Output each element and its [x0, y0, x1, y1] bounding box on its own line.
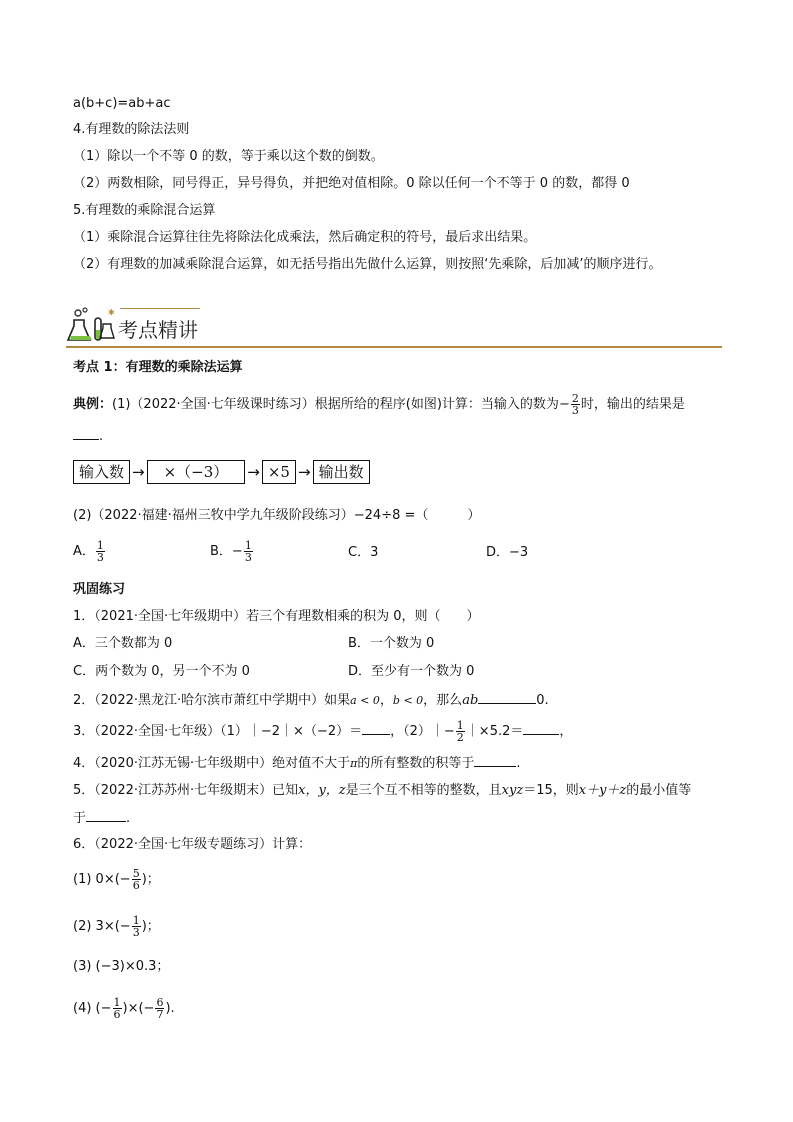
rule5-title: 5.有理数的乘除混合运算	[73, 203, 216, 218]
distributive-formula: a(b+c)=ab+ac	[73, 96, 171, 111]
variable-ab: ab	[462, 693, 479, 708]
sum-xyz: x＋y＋z	[578, 783, 627, 798]
q4-text: 4．（2020·江苏无锡·七年级期中）绝对值不大于	[73, 756, 351, 771]
practice-q6: 6．（2022·全国·七年级专题练习）计算：	[73, 837, 312, 852]
q6-4-pre: (4) (−	[73, 1001, 112, 1016]
fraction-five-sixths	[132, 868, 141, 891]
q6-part3: (3) (−3)×0.3；	[73, 959, 170, 974]
flask-logo-icon	[70, 306, 114, 346]
fraction-denominator: 2	[456, 731, 464, 744]
fraction-numerator: 1	[244, 539, 252, 552]
rule5-item2: （2）有理数的加减乘除混合运算，如无括号指出先做什么运算，则按照‘先乘除，后加减’的顺序进行。	[73, 257, 662, 272]
q4-text-post: 的所有整数的积等于	[357, 756, 475, 771]
fraction-one-third	[132, 915, 141, 938]
q6-2-end: )；	[141, 919, 160, 934]
fraction-denominator: 6	[132, 879, 140, 892]
q5-text-mid: 是三个互不相等的整数，且	[345, 783, 502, 798]
flow-arrow: →	[132, 463, 145, 481]
q5-line2-text: 于	[73, 811, 87, 826]
fraction-two-thirds	[571, 393, 580, 416]
fraction-numerator: 1	[113, 996, 121, 1009]
flow-multiply-5-box: ×5	[262, 460, 296, 484]
pi-symbol: π	[350, 757, 358, 770]
option-label: A．	[73, 544, 95, 559]
p1-option-b[interactable]: B．一个数为 0	[348, 636, 435, 651]
program-flow	[73, 460, 370, 484]
q3-end: ，	[559, 724, 573, 739]
answer-blank[interactable]	[523, 721, 559, 735]
rule5-item1: （1）乘除混合运算往往先将除法化成乘法，然后确定积的符号，最后求出结果。	[73, 230, 537, 245]
svg-text:✱: ✱	[108, 308, 115, 317]
q2-text: 2．（2022·黑龙江·哈尔滨市萧红中学期中）如果	[73, 693, 351, 708]
fraction-numerator: 6	[156, 996, 164, 1009]
fraction-denominator: 6	[113, 1008, 121, 1021]
condition-b: b < 0	[392, 694, 424, 707]
flow-arrow: →	[297, 463, 311, 481]
q5-eq: ＝15，则	[523, 783, 579, 798]
separator: ，	[379, 693, 393, 708]
flow-input-box: 输入数	[73, 460, 130, 484]
q6-4-end: ).	[165, 1001, 175, 1016]
rule4-item2: （2）两数相除，同号得正，异号得负，并把绝对值相除。0 除以任何一个不等于 0 的数，都得 0	[73, 176, 630, 191]
q4-end: .	[516, 756, 521, 771]
product-xyz: xyz	[501, 783, 524, 798]
option-fraction	[244, 540, 253, 563]
condition-a: a < 0	[350, 694, 380, 707]
answer-blank[interactable]	[474, 753, 516, 767]
fraction-numerator: 1	[96, 539, 104, 552]
header-thin-rule	[120, 308, 200, 309]
period: .	[99, 429, 104, 444]
q6-1-pre: (1) 0×(−	[73, 872, 131, 887]
example-q1-text: (1)（2022·全国·七年级课时练习）根据所给的程序(如图)计算：当输入的数为	[112, 397, 559, 412]
p1-option-d[interactable]: D．至少有一个数为 0	[348, 664, 475, 679]
minus-sign: −	[558, 397, 570, 412]
example-q1-answer-line	[73, 426, 103, 446]
example-label: 典例：	[73, 397, 113, 412]
option-label: B．	[210, 544, 232, 559]
example-q1-text-end: 时，输出的结果是	[580, 397, 685, 412]
q6-part1	[73, 868, 160, 891]
option-fraction	[96, 540, 105, 563]
q5-text: 5．（2022·江苏苏州·七年级期末）已知	[73, 783, 299, 798]
section-divider	[66, 346, 722, 348]
rule4-item1: （1）除以一个不等 0 的数，等于乘以这个数的倒数。	[73, 149, 384, 164]
q6-1-end: )；	[141, 872, 160, 887]
q3-text-after: ｜×5.2＝	[465, 724, 524, 739]
q2-option-d[interactable]: D．−3	[486, 545, 529, 560]
example-q1	[73, 393, 685, 416]
q3-text: 3．（2022·全国·七年级）（1）｜−2｜×（−2）＝	[73, 724, 363, 739]
practice-q5-line2	[73, 808, 130, 828]
q2-option-c[interactable]: C．3	[348, 545, 379, 560]
fraction-numerator: 5	[132, 867, 140, 880]
q2-end: 0.	[536, 693, 549, 708]
fraction-denominator: 3	[132, 926, 140, 939]
practice-q3	[73, 720, 572, 743]
fraction-denominator: 3	[244, 551, 252, 564]
answer-blank[interactable]	[86, 808, 126, 822]
p1-option-c[interactable]: C．两个数为 0，另一个不为 0	[73, 664, 250, 679]
practice-q1: 1．（2021·全国·七年级期中）若三个有理数相乘的积为 0，则（ ）	[73, 609, 480, 624]
fraction-numerator: 1	[132, 914, 140, 927]
fraction-denominator: 3	[571, 404, 579, 417]
variables-xyz: x，y，z	[298, 783, 346, 798]
minus-sign: −	[231, 544, 243, 559]
practice-title: 巩固练习	[73, 582, 126, 597]
flow-multiply-neg3-box: ×（−3）	[147, 460, 246, 484]
flow-arrow: →	[247, 463, 260, 481]
fraction-numerator: 1	[456, 719, 464, 732]
example-q2: (2)（2022·福建·福州三牧中学九年级阶段练习）−24÷8 =（ ）	[73, 508, 481, 523]
answer-blank[interactable]	[362, 721, 390, 735]
fraction-half	[456, 720, 465, 743]
fraction-six-sevenths	[155, 997, 164, 1020]
q6-2-pre: (2) 3×(−	[73, 919, 131, 934]
flow-output-box: 输出数	[313, 460, 370, 484]
practice-q2	[73, 690, 549, 710]
kaodian1-title: 考点 1：有理数的乘除法运算	[73, 360, 243, 375]
rule4-title: 4.有理数的除法法则	[73, 122, 190, 137]
q6-4-mid: )×(−	[122, 1001, 155, 1016]
section-title: 考点精讲	[118, 318, 198, 342]
answer-blank[interactable]	[478, 690, 536, 704]
q5-end: .	[126, 811, 131, 826]
q3-text-mid: ，（2）｜−	[390, 724, 455, 739]
q2-text-mid: ，那么	[423, 693, 463, 708]
fraction-one-sixth	[113, 997, 122, 1020]
q2-option-b[interactable]	[210, 540, 254, 563]
fraction-numerator: 2	[571, 392, 579, 405]
q2-option-a[interactable]	[73, 540, 106, 563]
q6-part2	[73, 915, 160, 938]
q6-part4	[73, 997, 175, 1020]
practice-q4	[73, 753, 521, 773]
practice-q5	[73, 782, 691, 800]
fraction-denominator: 3	[96, 551, 104, 564]
fraction-denominator: 7	[156, 1008, 164, 1021]
q5-text-end: 的最小值等	[626, 783, 692, 798]
answer-blank[interactable]	[73, 426, 99, 440]
p1-option-a[interactable]: A．三个数都为 0	[73, 636, 173, 651]
